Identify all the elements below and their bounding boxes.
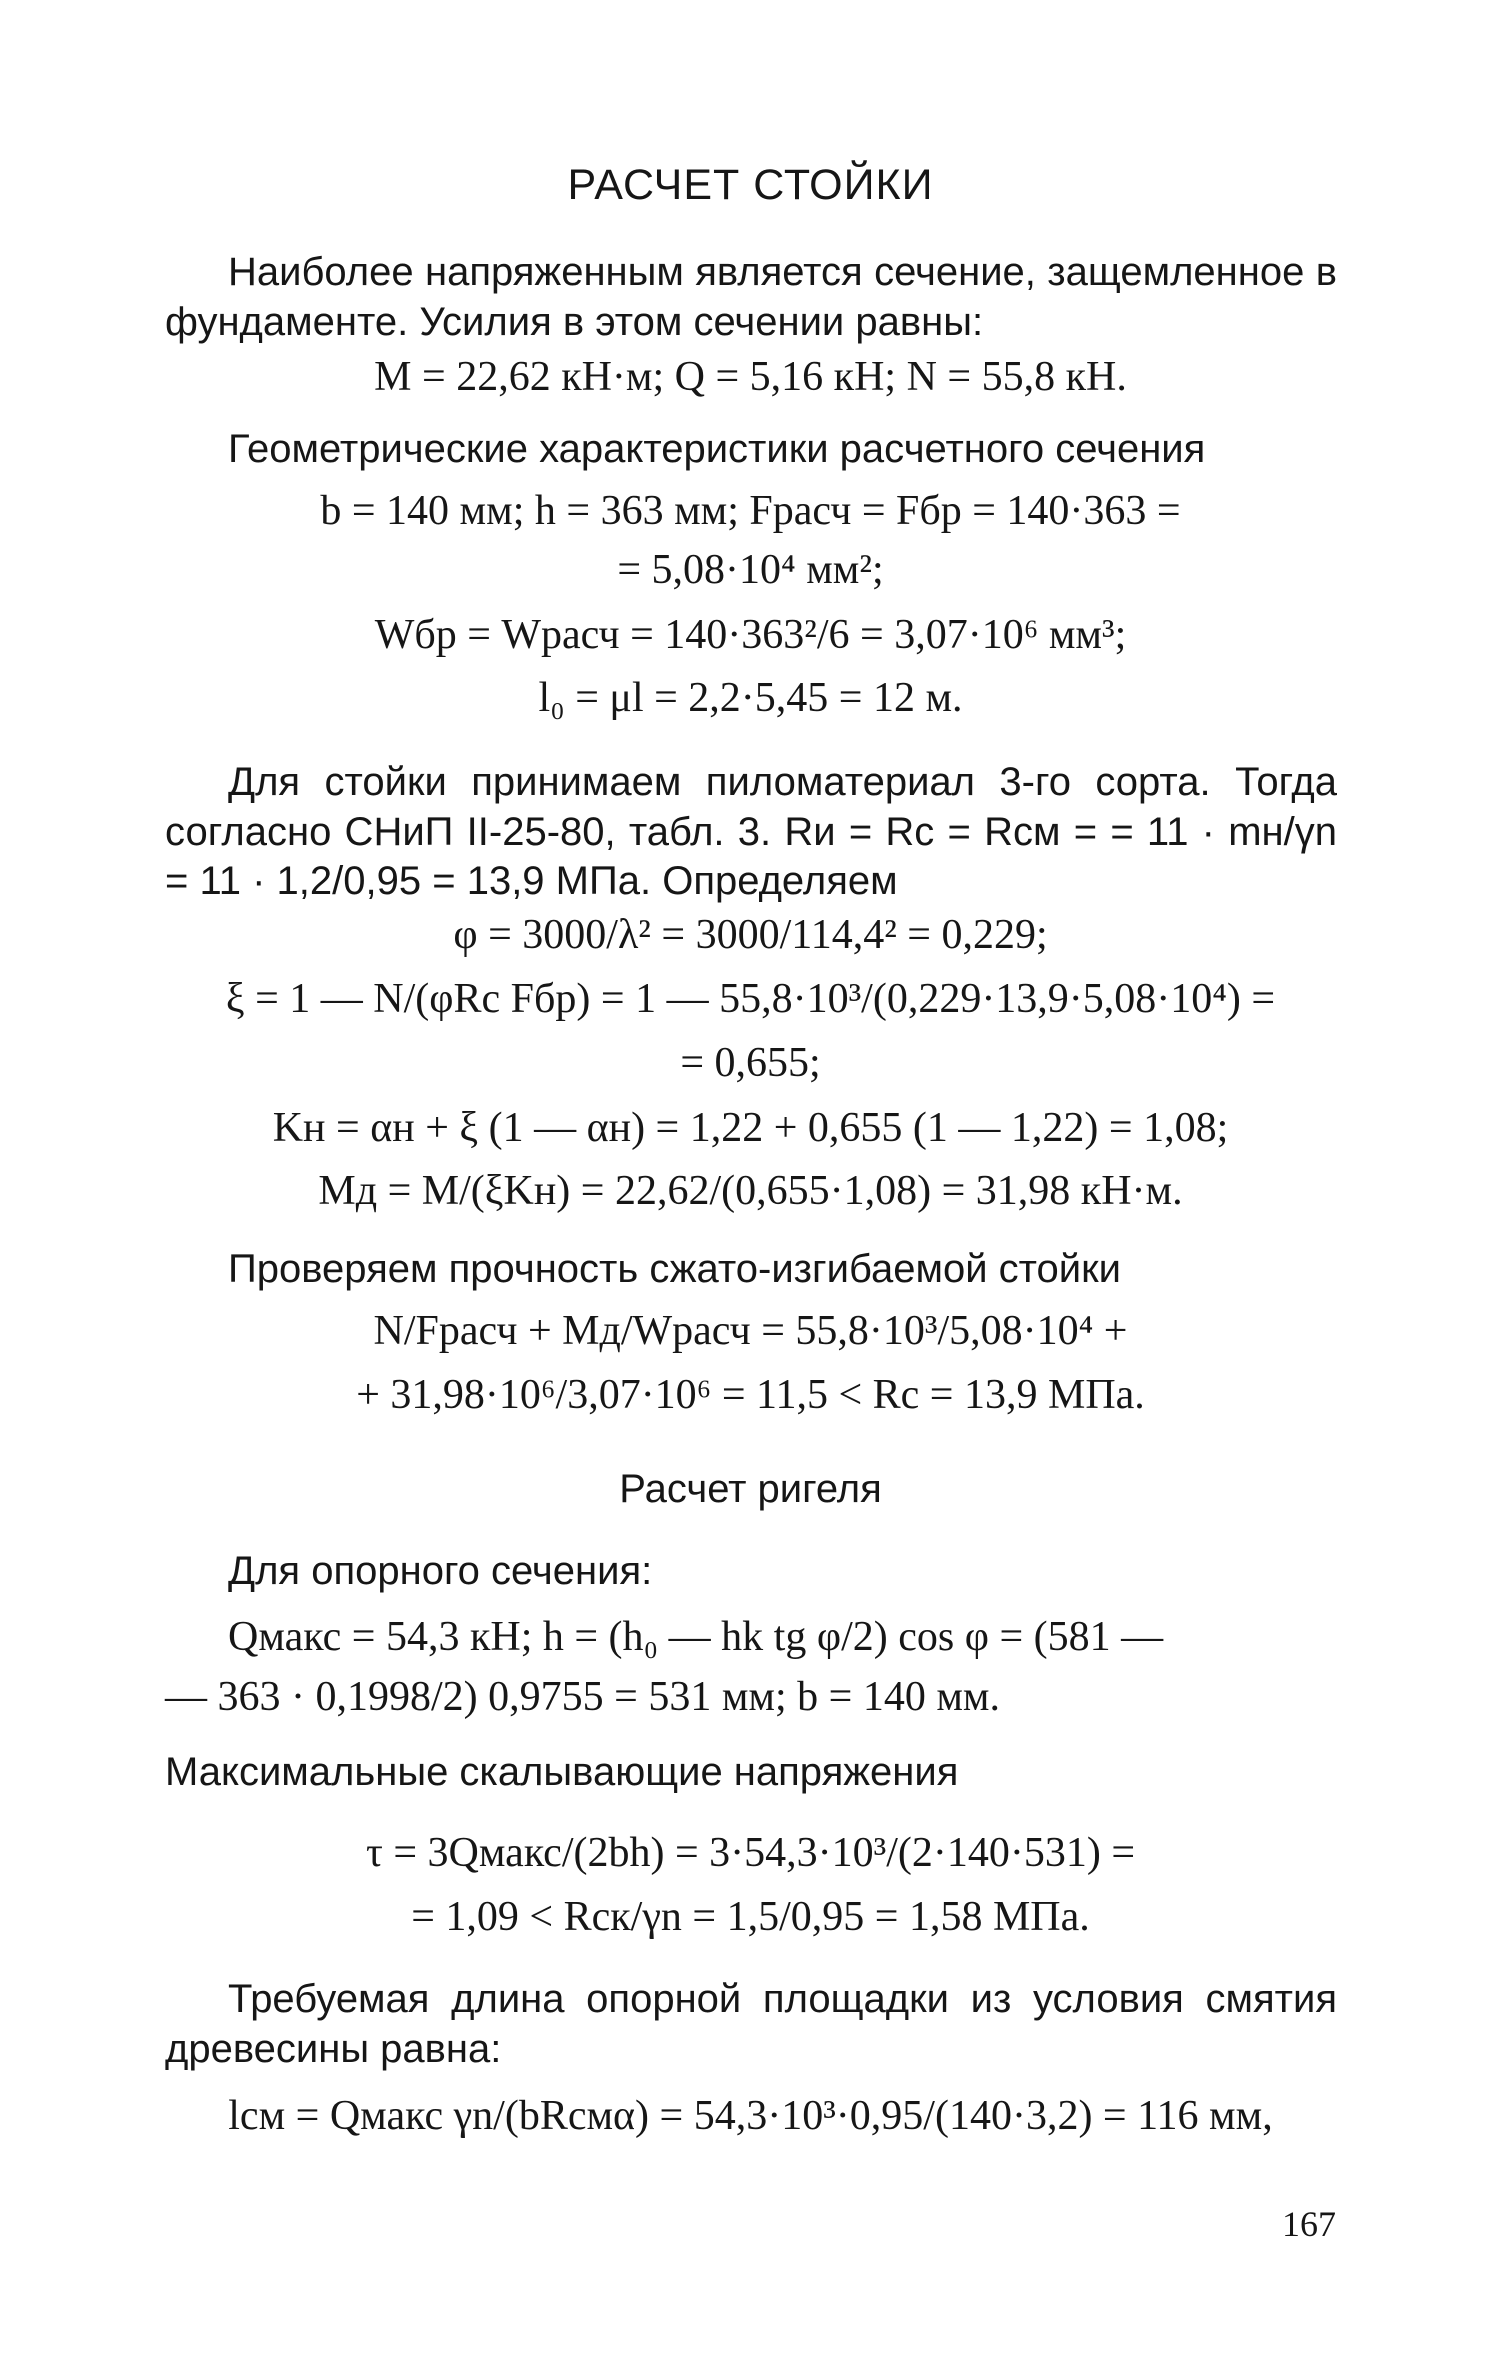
equation-shear-2: = 1,09 < Rск/γn = 1,5/0,95 = 1,58 МПа. [411, 1894, 1090, 1940]
equation-xi-result: = 0,655; [680, 1040, 821, 1086]
equation-k-coefficient: Kн = αн + ξ (1 — αн) = 1,22 + 0,655 (1 — 1,22) = 1,08; [272, 1105, 1229, 1151]
paragraph-geometry: Геометрические характеристики расчетного сечения [228, 427, 1206, 471]
equation-shear-1: τ = 3Qмакс/(2bh) = 3·54,3·10³/(2·140·531) = [365, 1830, 1136, 1876]
equation-xi: ξ = 1 — N/(φRс Fбр) = 1 — 55,8·10³/(0,229·13,9·5,08·10⁴) = [225, 976, 1276, 1022]
equation-effective-length: l₀ = μl = 2,2·5,45 = 12 м. [538, 675, 963, 721]
equation-support-height-1: Qмакс = 54,3 кН; h = (h₀ — hk tg φ/2) cos φ = (581 — [228, 1614, 1164, 1660]
paragraph-material: Для стойки принимаем пиломатериал 3-го сорта. Тогда согласно СНиП II-25-80, табл. 3. Rи = Rс = Rсм = = 11 · mн/γn = 11 · 1,2/0,95 = 13,9 МПа. Определяем [165, 760, 1337, 904]
equation-bearing-length: lсм = Qмакс γn/(bRсмα) = 54,3·10³·0,95/(140·3,2) = 116 мм, [228, 2093, 1273, 2139]
equation-strength-check-1: N/Fрасч + Mд/Wрасч = 55,8·10³/5,08·10⁴ + [373, 1308, 1128, 1354]
equation-forces: M = 22,62 кН·м; Q = 5,16 кН; N = 55,8 кН. [374, 354, 1127, 400]
paragraph-bearing-length: Требуемая длина опорной площадки из условия смятия древесины равна: [165, 1977, 1337, 2071]
paragraph-strength-check: Проверяем прочность сжато-изгибаемой стойки [228, 1247, 1121, 1291]
equation-support-height-2: — 363 · 0,1998/2) 0,9755 = 531 мм; b = 140 мм. [165, 1674, 1000, 1720]
equation-design-moment: Mд = M/(ξKн) = 22,62/(0,655·1,08) = 31,98 кН·м. [318, 1168, 1183, 1214]
equation-phi: φ = 3000/λ² = 3000/114,4² = 0,229; [453, 912, 1048, 958]
page-number: 167 [1282, 2204, 1336, 2244]
equation-strength-check-2: + 31,98·10⁶/3,07·10⁶ = 11,5 < Rс = 13,9 МПа. [356, 1372, 1145, 1418]
section-title: РАСЧЕТ СТОЙКИ [567, 161, 934, 209]
paragraph-critical-section: Наиболее напряженным является сечение, защемленное в фундаменте. Усилия в этом сечении равны: [165, 250, 1337, 344]
paragraph-support-section: Для опорного сечения: [228, 1549, 653, 1593]
equation-section-dimensions: b = 140 мм; h = 363 мм; Fрасч = Fбр = 140·363 = [320, 488, 1181, 534]
subsection-title: Расчет ригеля [619, 1467, 882, 1511]
equation-area-result: = 5,08·10⁴ мм²; [617, 547, 884, 593]
paragraph-shear-stress: Максимальные скалывающие напряжения [165, 1750, 959, 1794]
equation-section-modulus: Wбр = Wрасч = 140·363²/6 = 3,07·10⁶ мм³; [374, 612, 1127, 658]
